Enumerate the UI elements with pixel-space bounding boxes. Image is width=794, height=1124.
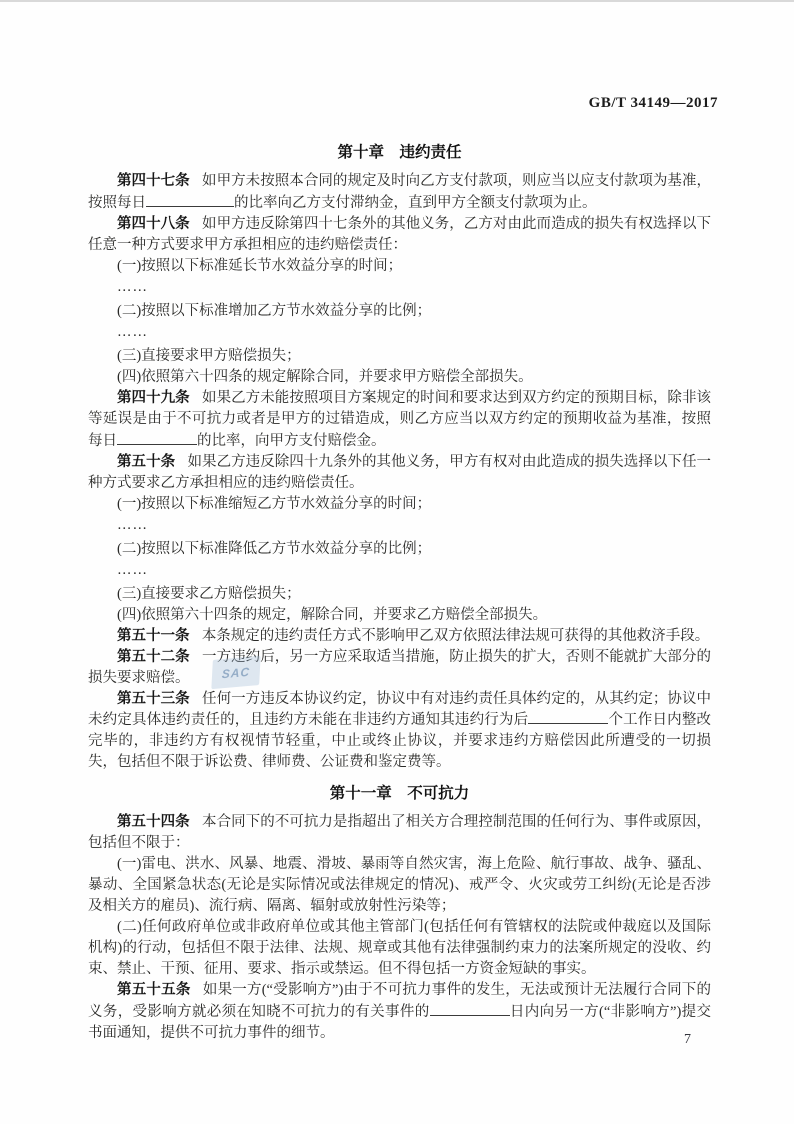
clause-text: 任何一方违反本协议约定，协议中有对违约责任具体约定的，从其约定；协议中未约定具体违约责任的，且违约方未能在非违约方通知其违约行为后 个工作日内整改完毕的，非违约方有权视情节轻重，中止或终止协议，并要求违约方赔偿因此所遭受的一切损失，包括但不限于诉讼费、律师费、公证费和鉴定费等。 <box>88 690 712 771</box>
item-text: (四)依照第六十四条的规定，解除合同，并要求乙方赔偿全部损失。 <box>117 606 548 623</box>
ellipsis-line <box>88 322 711 343</box>
standard-number-header: GB/T 34149—2017 <box>588 95 718 111</box>
item-text: (二)按照以下标准降低乙方节水效益分享的比例； <box>117 540 432 557</box>
clause-text: 如果乙方未能按照项目方案规定的时间和要求达到双方约定的预期目标，除非该等延误是由于不可抗力或者是甲方的过错造成，则乙方应当以双方约定的预期收益为基准，按照每日 的比率，向甲方支付赔偿金。 <box>88 389 711 449</box>
item-text: (一)雷电、洪水、风暴、地震、滑坡、暴雨等自然灾害，海上危险、航行事故、战争、骚乱、暴动、全国紧急状态(无论是实际情况或法律规定的情况)、戒严令、火灾或劳工纠纷(无论是否涉及相关方的雇员)、流行病、隔离、辐射或放射性污染等； <box>88 856 711 915</box>
list-item <box>88 584 711 605</box>
clause-paragraph <box>88 452 711 494</box>
item-text: (三)直接要求乙方赔偿损失； <box>117 585 301 602</box>
clause-text: 本合同下的不可抗力是指超出了相关方合理控制范围的任何行为、事件或原因，包括但不限于： <box>88 814 711 852</box>
ellipsis-line <box>88 515 711 536</box>
clause-label: 第五十二条 <box>117 648 190 665</box>
clause-paragraph <box>88 171 711 214</box>
list-item <box>88 605 711 626</box>
list-item <box>88 301 711 322</box>
clause-paragraph <box>88 647 711 689</box>
clause-label: 第五十四条 <box>117 814 190 831</box>
clause-label: 第四十八条 <box>117 215 190 232</box>
item-text: (三)直接要求甲方赔偿损失； <box>117 347 301 364</box>
clause-label: 第四十七条 <box>117 173 190 189</box>
list-item <box>88 917 711 980</box>
clause-paragraph <box>88 689 711 774</box>
item-text: …… <box>117 323 148 340</box>
clause-label: 第五十条 <box>117 453 176 470</box>
document-body <box>88 142 711 1044</box>
fill-in-blank <box>528 710 608 725</box>
clause-text: 如甲方违反除第四十七条外的其他义务，乙方对由此而造成的损失有权选择以下任意一种方式要求甲方承担相应的违约赔偿责任： <box>88 215 711 253</box>
clause-paragraph <box>88 214 711 256</box>
fill-in-blank <box>117 430 197 445</box>
item-text: …… <box>117 516 148 533</box>
item-text: (一)按照以下标准延长节水效益分享的时间； <box>117 257 403 274</box>
item-text: …… <box>117 278 148 295</box>
clause-label: 第五十三条 <box>117 690 190 707</box>
scan-watermark: SAC <box>211 656 260 689</box>
list-item <box>88 256 711 277</box>
chapter-title: 第十一章 不可抗力 <box>329 785 470 803</box>
clause-text: 一方违约后，另一方应采取适当措施，防止损失的扩大，否则不能就扩大部分的损失要求赔偿。 <box>88 648 711 686</box>
item-text: …… <box>117 561 148 578</box>
clause-paragraph <box>88 388 711 452</box>
list-item <box>88 346 711 367</box>
clause-text: 如甲方未按照本合同的规定及时向乙方支付款项，则应当以应支付款项为基准，按照每日 的比率向乙方支付滞纳金，直到甲方全额支付款项为止。 <box>88 173 711 211</box>
clause-paragraph <box>88 812 711 854</box>
item-text: (一)按照以下标准缩短乙方节水效益分享的时间； <box>117 495 432 512</box>
fill-in-blank <box>430 1001 510 1016</box>
list-item <box>88 539 711 560</box>
ellipsis-line <box>88 277 711 298</box>
clause-label: 第五十五条 <box>117 982 191 999</box>
item-text: (二)按照以下标准增加乙方节水效益分享的比例； <box>117 302 432 319</box>
item-text: (二)任何政府单位或非政府单位或其他主管部门(包括任何有管辖权的法院或仲裁庭以及国际机构)的行动，包括但不限于法律、法规、规章或其他有法律强制约束力的法案所规定的没收、约束、禁止、干预、征用、要求、指示或禁运。但不得包括一方资金短缺的事实。 <box>88 919 711 978</box>
chapter-title: 第十章 违约责任 <box>337 144 462 161</box>
clause-label: 第四十九条 <box>117 389 190 406</box>
page-number: 7 <box>684 1032 691 1047</box>
clause-paragraph <box>88 626 711 647</box>
item-text: (四)依照第六十四条的规定解除合同，并要求甲方赔偿全部损失。 <box>117 368 533 385</box>
clause-text: 本条规定的违约责任方式不影响甲乙双方依照法律法规可获得的其他救济手段。 <box>201 627 710 644</box>
ellipsis-line <box>88 560 711 581</box>
fill-in-blank <box>146 192 234 207</box>
clause-text: 如果一方(“受影响方”)由于不可抗力事件的发生，无法或预计无法履行合同下的义务，受影响方就必须在知晓不可抗力的有关事件的 日内向另一方(“非影响方”)提交书面通知，提供不可抗力事件的细节。 <box>88 982 711 1042</box>
list-item <box>88 367 711 388</box>
clause-label: 第五十一条 <box>117 627 190 644</box>
list-item <box>88 854 711 917</box>
clause-paragraph <box>88 980 711 1044</box>
list-item <box>88 494 711 515</box>
clause-text: 如果乙方违反除四十九条外的其他义务，甲方有权对由此造成的损失选择以下任一种方式要求乙方承担相应的违约赔偿责任。 <box>88 453 712 491</box>
